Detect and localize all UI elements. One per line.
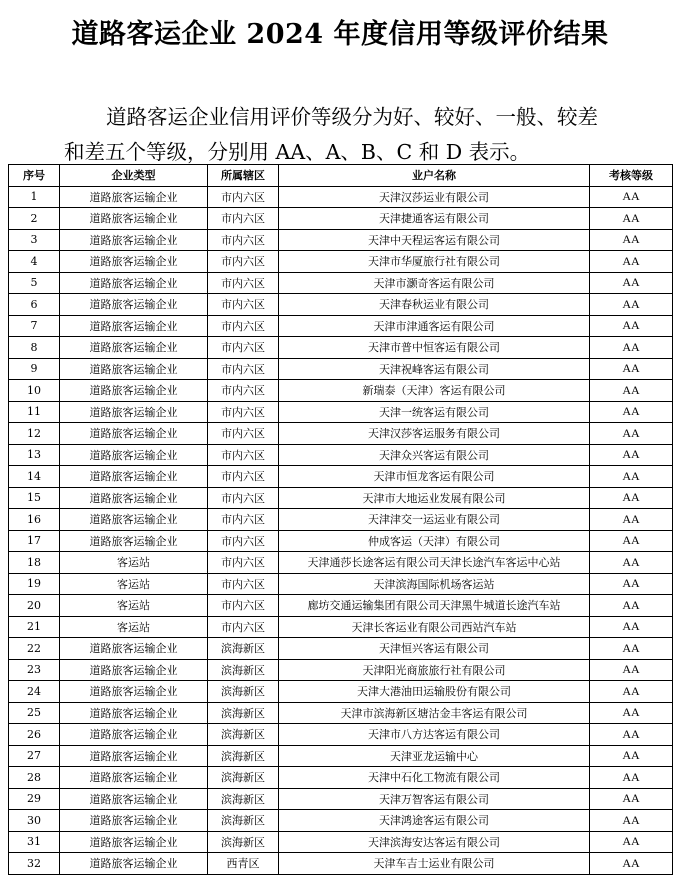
cell-index: 32	[9, 853, 60, 875]
cell-district: 滨海新区	[208, 681, 279, 703]
cell-district: 市内六区	[208, 595, 279, 617]
table-row	[9, 681, 673, 703]
cell-index: 8	[9, 337, 60, 359]
cell-district: 滨海新区	[208, 702, 279, 724]
cell-enterprise-type: 道路旅客运输企业	[60, 853, 208, 875]
cell-index: 10	[9, 380, 60, 402]
cell-grade: AA	[590, 358, 673, 380]
cell-business-name: 天津汉莎运业有限公司	[279, 186, 590, 208]
cell-grade: AA	[590, 724, 673, 746]
cell-business-name: 天津市津通客运有限公司	[279, 315, 590, 337]
cell-grade: AA	[590, 487, 673, 509]
cell-index: 7	[9, 315, 60, 337]
cell-enterprise-type: 道路旅客运输企业	[60, 251, 208, 273]
cell-enterprise-type: 道路旅客运输企业	[60, 810, 208, 832]
cell-index: 23	[9, 659, 60, 681]
cell-district: 市内六区	[208, 380, 279, 402]
cell-business-name: 廊坊交通运输集团有限公司天津黑牛城道长途汽车站	[279, 595, 590, 617]
cell-business-name: 天津滨海国际机场客运站	[279, 573, 590, 595]
cell-enterprise-type: 道路旅客运输企业	[60, 659, 208, 681]
table-row	[9, 831, 673, 853]
cell-grade: AA	[590, 595, 673, 617]
cell-grade: AA	[590, 444, 673, 466]
cell-grade: AA	[590, 466, 673, 488]
cell-grade: AA	[590, 294, 673, 316]
intro-line-1: 道路客运企业信用评价等级分为好、较好、一般、较差	[106, 105, 598, 129]
cell-business-name: 天津市华厦旅行社有限公司	[279, 251, 590, 273]
cell-grade: AA	[590, 745, 673, 767]
cell-grade: AA	[590, 251, 673, 273]
cell-enterprise-type: 道路旅客运输企业	[60, 745, 208, 767]
cell-district: 市内六区	[208, 487, 279, 509]
cell-enterprise-type: 道路旅客运输企业	[60, 702, 208, 724]
cell-enterprise-type: 道路旅客运输企业	[60, 208, 208, 230]
cell-district: 滨海新区	[208, 659, 279, 681]
header-index: 序号	[9, 165, 60, 187]
cell-business-name: 天津万智客运有限公司	[279, 788, 590, 810]
cell-enterprise-type: 道路旅客运输企业	[60, 638, 208, 660]
table-row	[9, 208, 673, 230]
cell-grade: AA	[590, 788, 673, 810]
cell-grade: AA	[590, 380, 673, 402]
cell-grade: AA	[590, 530, 673, 552]
table-row	[9, 573, 673, 595]
cell-business-name: 新瑞泰（天津）客运有限公司	[279, 380, 590, 402]
table-row	[9, 552, 673, 574]
cell-district: 市内六区	[208, 208, 279, 230]
cell-business-name: 天津市大地运业发展有限公司	[279, 487, 590, 509]
cell-business-name: 天津市普中恒客运有限公司	[279, 337, 590, 359]
cell-district: 滨海新区	[208, 638, 279, 660]
header-business-name: 业户名称	[279, 165, 590, 187]
cell-grade: AA	[590, 616, 673, 638]
table-body	[9, 186, 673, 874]
cell-index: 14	[9, 466, 60, 488]
cell-business-name: 天津市恒龙客运有限公司	[279, 466, 590, 488]
cell-enterprise-type: 道路旅客运输企业	[60, 509, 208, 531]
cell-grade: AA	[590, 831, 673, 853]
cell-district: 市内六区	[208, 186, 279, 208]
table-row	[9, 745, 673, 767]
cell-grade: AA	[590, 337, 673, 359]
cell-index: 25	[9, 702, 60, 724]
cell-business-name: 天津阳光商旅旅行社有限公司	[279, 659, 590, 681]
cell-business-name: 天津中天程运客运有限公司	[279, 229, 590, 251]
table-row	[9, 251, 673, 273]
cell-business-name: 天津捷通客运有限公司	[279, 208, 590, 230]
table-row	[9, 186, 673, 208]
table-row	[9, 659, 673, 681]
cell-enterprise-type: 道路旅客运输企业	[60, 401, 208, 423]
table-row	[9, 315, 673, 337]
cell-index: 3	[9, 229, 60, 251]
cell-grade: AA	[590, 401, 673, 423]
cell-enterprise-type: 道路旅客运输企业	[60, 315, 208, 337]
cell-district: 滨海新区	[208, 745, 279, 767]
cell-business-name: 天津大港油田运输股份有限公司	[279, 681, 590, 703]
table-row	[9, 272, 673, 294]
cell-district: 滨海新区	[208, 724, 279, 746]
cell-business-name: 天津市灏奇客运有限公司	[279, 272, 590, 294]
table-row	[9, 229, 673, 251]
cell-grade: AA	[590, 229, 673, 251]
cell-index: 16	[9, 509, 60, 531]
cell-business-name: 天津众兴客运有限公司	[279, 444, 590, 466]
cell-enterprise-type: 客运站	[60, 573, 208, 595]
table-row	[9, 638, 673, 660]
cell-enterprise-type: 道路旅客运输企业	[60, 337, 208, 359]
header-enterprise-type: 企业类型	[60, 165, 208, 187]
cell-grade: AA	[590, 853, 673, 875]
cell-grade: AA	[590, 638, 673, 660]
cell-business-name: 天津滨海安达客运有限公司	[279, 831, 590, 853]
cell-business-name: 天津市滨海新区塘沽金丰客运有限公司	[279, 702, 590, 724]
table-row	[9, 616, 673, 638]
cell-district: 市内六区	[208, 401, 279, 423]
cell-district: 市内六区	[208, 229, 279, 251]
cell-district: 市内六区	[208, 272, 279, 294]
cell-enterprise-type: 道路旅客运输企业	[60, 788, 208, 810]
cell-index: 4	[9, 251, 60, 273]
table-row	[9, 595, 673, 617]
cell-index: 17	[9, 530, 60, 552]
cell-grade: AA	[590, 208, 673, 230]
cell-enterprise-type: 道路旅客运输企业	[60, 767, 208, 789]
cell-business-name: 天津通莎长途客运有限公司天津长途汽车客运中心站	[279, 552, 590, 574]
cell-enterprise-type: 道路旅客运输企业	[60, 466, 208, 488]
document-title: 道路客运企业 2024 年度信用等级评价结果	[71, 19, 609, 50]
cell-enterprise-type: 道路旅客运输企业	[60, 358, 208, 380]
table-row	[9, 337, 673, 359]
cell-grade: AA	[590, 552, 673, 574]
table-row	[9, 487, 673, 509]
cell-district: 滨海新区	[208, 788, 279, 810]
cell-enterprise-type: 道路旅客运输企业	[60, 294, 208, 316]
cell-district: 市内六区	[208, 552, 279, 574]
header-district: 所属辖区	[208, 165, 279, 187]
cell-index: 24	[9, 681, 60, 703]
cell-index: 26	[9, 724, 60, 746]
cell-business-name: 天津车吉士运业有限公司	[279, 853, 590, 875]
cell-business-name: 天津鸿途客运有限公司	[279, 810, 590, 832]
cell-index: 1	[9, 186, 60, 208]
cell-enterprise-type: 道路旅客运输企业	[60, 272, 208, 294]
cell-district: 市内六区	[208, 294, 279, 316]
cell-index: 19	[9, 573, 60, 595]
cell-business-name: 天津春秋运业有限公司	[279, 294, 590, 316]
cell-business-name: 天津中石化工物流有限公司	[279, 767, 590, 789]
cell-index: 13	[9, 444, 60, 466]
table-header-row	[9, 165, 673, 187]
cell-district: 西青区	[208, 853, 279, 875]
cell-district: 市内六区	[208, 509, 279, 531]
table-row	[9, 358, 673, 380]
table-row	[9, 401, 673, 423]
cell-enterprise-type: 道路旅客运输企业	[60, 444, 208, 466]
cell-business-name: 天津恒兴客运有限公司	[279, 638, 590, 660]
cell-grade: AA	[590, 659, 673, 681]
cell-grade: AA	[590, 573, 673, 595]
cell-grade: AA	[590, 423, 673, 445]
cell-enterprise-type: 道路旅客运输企业	[60, 380, 208, 402]
cell-business-name: 天津津交一运运业有限公司	[279, 509, 590, 531]
cell-index: 31	[9, 831, 60, 853]
cell-index: 15	[9, 487, 60, 509]
cell-enterprise-type: 道路旅客运输企业	[60, 681, 208, 703]
table-row	[9, 767, 673, 789]
cell-index: 21	[9, 616, 60, 638]
cell-business-name: 天津一统客运有限公司	[279, 401, 590, 423]
cell-enterprise-type: 客运站	[60, 595, 208, 617]
cell-business-name: 天津市八方达客运有限公司	[279, 724, 590, 746]
table-row	[9, 724, 673, 746]
table-row	[9, 810, 673, 832]
cell-district: 滨海新区	[208, 767, 279, 789]
cell-district: 市内六区	[208, 616, 279, 638]
cell-index: 18	[9, 552, 60, 574]
cell-grade: AA	[590, 315, 673, 337]
cell-district: 市内六区	[208, 530, 279, 552]
cell-index: 29	[9, 788, 60, 810]
table-row	[9, 423, 673, 445]
table-row	[9, 444, 673, 466]
cell-business-name: 天津亚龙运输中心	[279, 745, 590, 767]
cell-district: 滨海新区	[208, 810, 279, 832]
header-grade: 考核等级	[590, 165, 673, 187]
cell-business-name: 天津汉莎客运服务有限公司	[279, 423, 590, 445]
cell-index: 5	[9, 272, 60, 294]
cell-index: 30	[9, 810, 60, 832]
cell-index: 22	[9, 638, 60, 660]
cell-enterprise-type: 道路旅客运输企业	[60, 487, 208, 509]
cell-grade: AA	[590, 509, 673, 531]
cell-index: 6	[9, 294, 60, 316]
cell-grade: AA	[590, 272, 673, 294]
cell-enterprise-type: 客运站	[60, 616, 208, 638]
table-row	[9, 853, 673, 875]
table-row	[9, 509, 673, 531]
cell-grade: AA	[590, 810, 673, 832]
cell-district: 市内六区	[208, 315, 279, 337]
cell-index: 12	[9, 423, 60, 445]
cell-enterprise-type: 道路旅客运输企业	[60, 831, 208, 853]
table-row	[9, 294, 673, 316]
cell-index: 27	[9, 745, 60, 767]
cell-district: 市内六区	[208, 444, 279, 466]
cell-business-name: 天津长客运业有限公司西站汽车站	[279, 616, 590, 638]
cell-index: 2	[9, 208, 60, 230]
cell-district: 市内六区	[208, 466, 279, 488]
cell-enterprise-type: 道路旅客运输企业	[60, 724, 208, 746]
cell-district: 滨海新区	[208, 831, 279, 853]
cell-index: 11	[9, 401, 60, 423]
table-row	[9, 788, 673, 810]
table-row	[9, 530, 673, 552]
cell-district: 市内六区	[208, 423, 279, 445]
cell-index: 9	[9, 358, 60, 380]
table-row	[9, 702, 673, 724]
cell-district: 市内六区	[208, 573, 279, 595]
table-row	[9, 380, 673, 402]
intro-paragraph	[64, 100, 644, 170]
cell-grade: AA	[590, 681, 673, 703]
cell-grade: AA	[590, 186, 673, 208]
cell-district: 市内六区	[208, 337, 279, 359]
cell-district: 市内六区	[208, 358, 279, 380]
credit-rating-table	[8, 164, 673, 875]
cell-enterprise-type: 道路旅客运输企业	[60, 186, 208, 208]
cell-grade: AA	[590, 767, 673, 789]
cell-district: 市内六区	[208, 251, 279, 273]
cell-enterprise-type: 道路旅客运输企业	[60, 423, 208, 445]
cell-enterprise-type: 道路旅客运输企业	[60, 530, 208, 552]
cell-grade: AA	[590, 702, 673, 724]
cell-index: 20	[9, 595, 60, 617]
table-row	[9, 466, 673, 488]
cell-enterprise-type: 道路旅客运输企业	[60, 229, 208, 251]
intro-line-2: 和差五个等级，分别用 AA、A、B、C 和 D 表示。	[64, 140, 531, 164]
cell-index: 28	[9, 767, 60, 789]
cell-business-name: 仲成客运（天津）有限公司	[279, 530, 590, 552]
cell-enterprise-type: 客运站	[60, 552, 208, 574]
cell-business-name: 天津祝峰客运有限公司	[279, 358, 590, 380]
